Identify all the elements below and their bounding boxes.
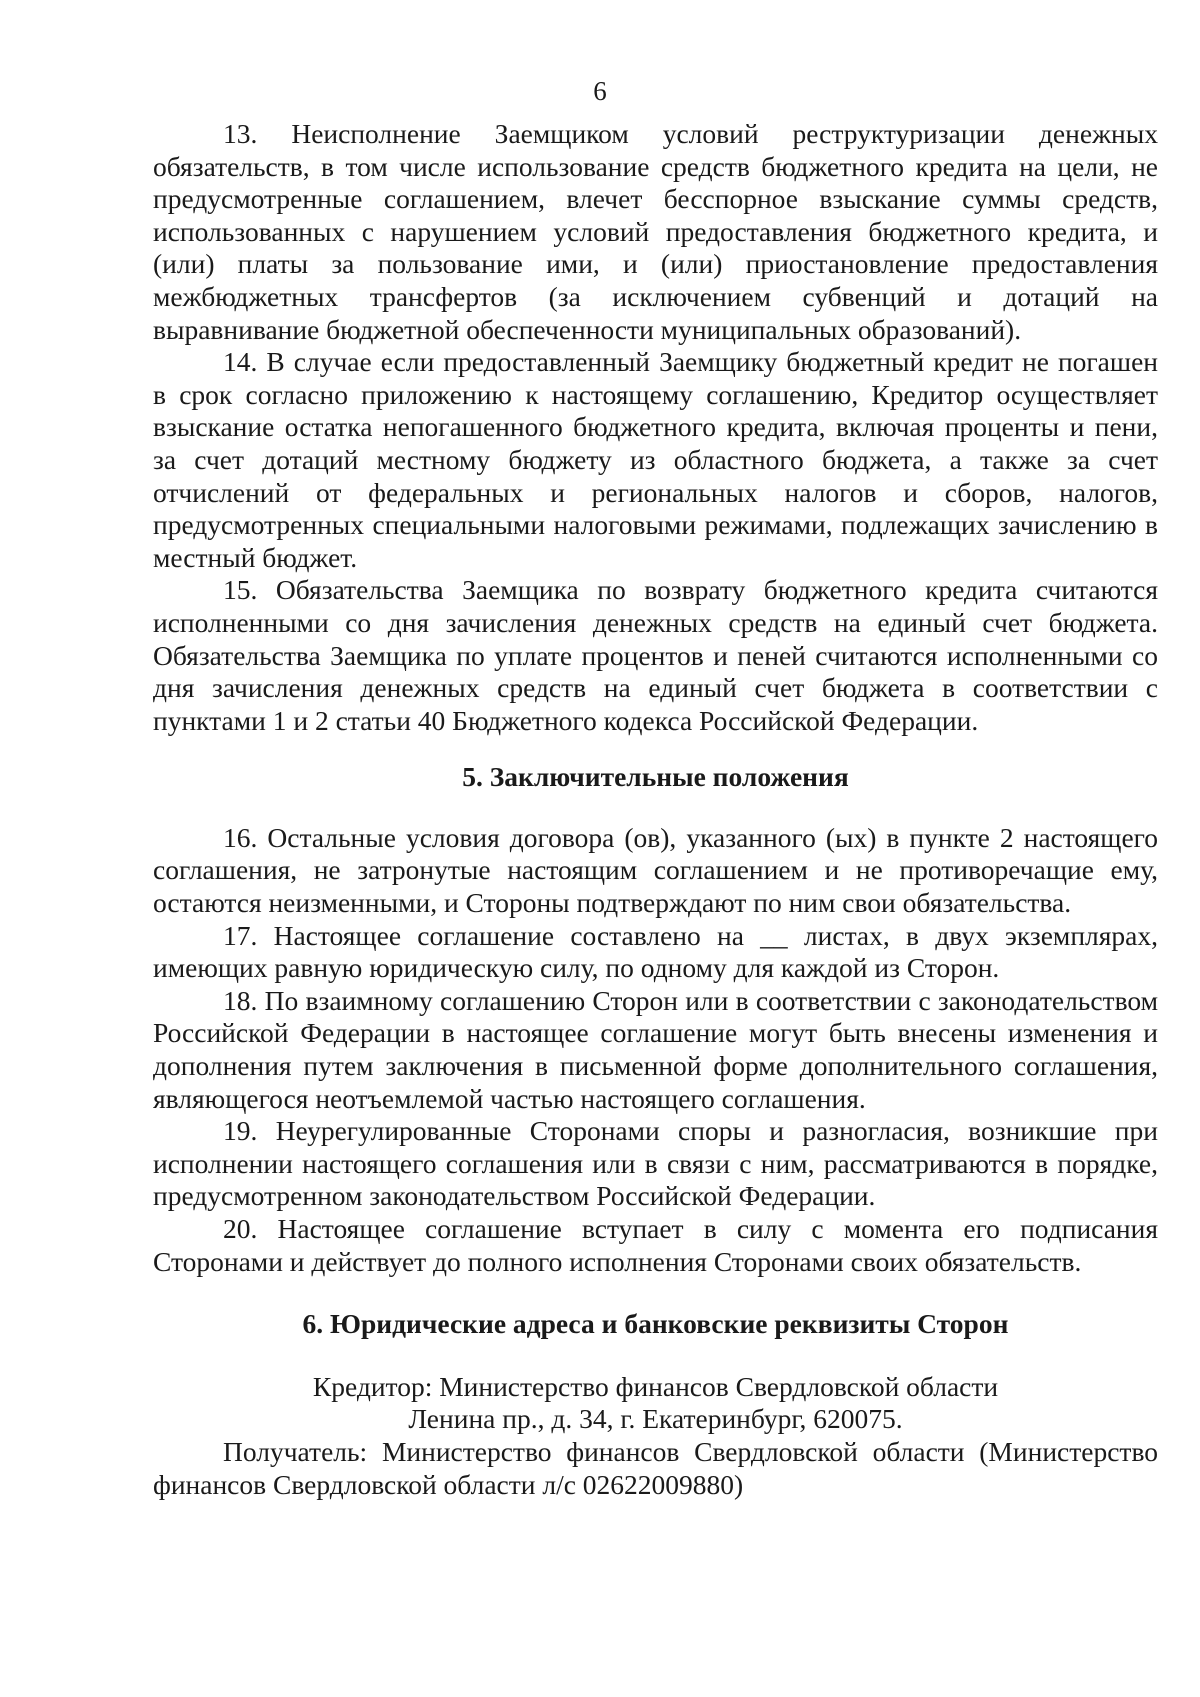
- document-body: [153, 118, 1158, 1501]
- paragraph-13: 13. Неисполнение Заемщиком условий реструктуризации денежных обязательств, в том числе использование средств бюджетного кредита на цели, не предусмотренные соглашением, влечет бесспорное взыскание суммы средств, использованных с нарушением условий предоставления бюджетного кредита, и (или) платы за пользование ими, и (или) приостановление предоставления межбюджетных трансфертов (за исключением субвенций и дотаций на выравнивание бюджетной обеспеченности муниципальных образований).: [153, 118, 1158, 345]
- recipient-requisites: Получатель: Министерство финансов Свердловской области (Министерство финансов Свердловской области л/с 02622009880): [153, 1435, 1158, 1500]
- paragraph-19: 19. Неурегулированные Сторонами споры и разногласия, возникшие при исполнении настоящего соглашения или в связи с ним, рассматриваются в порядке, предусмотренном законодательством Российской Федерации.: [153, 1115, 1158, 1212]
- paragraph-14: 14. В случае если предоставленный Заемщику бюджетный кредит не погашен в срок согласно приложению к настоящему соглашению, Кредитор осуществляет взыскание остатка непогашенного бюджетного кредита, включая проценты и пени, за счет дотаций местному бюджету из областного бюджета, а также за счет отчислений от федеральных и региональных налогов и сборов, налогов, предусмотренных специальными налоговыми режимами, подлежащих зачислению в местный бюджет.: [153, 346, 1158, 573]
- paragraph-16: 16. Остальные условия договора (ов), указанного (ых) в пункте 2 настоящего соглашения, не затронутые настоящим соглашением и не противоречащие ему, остаются неизменными, и Стороны подтверждают по ним свои обязательства.: [153, 821, 1158, 919]
- section-6-heading: 6. Юридические адреса и банковские реквизиты Сторон: [302, 1308, 1009, 1340]
- page-number: 6: [593, 76, 607, 106]
- section-5-heading: 5. Заключительные положения: [462, 761, 849, 793]
- paragraph-17: 17. Настоящее соглашение составлено на __ листах, в двух экземплярах, имеющих равную юридическую силу, по одному для каждой из Сторон.: [153, 919, 1158, 984]
- paragraph-20: 20. Настоящее соглашение вступает в силу с момента его подписания Сторонами и действует до полного исполнения Сторонами своих обязательств.: [153, 1213, 1158, 1277]
- paragraph-18: 18. По взаимному соглашению Сторон или в соответствии с законодательством Российской Федерации в настоящее соглашение могут быть внесены изменения и дополнения путем заключения в письменной форме дополнительного соглашения, являющегося неотъемлемой частью настоящего соглашения.: [153, 984, 1158, 1114]
- creditor-line: Кредитор: Министерство финансов Свердловской области: [312, 1370, 999, 1402]
- creditor-address: Ленина пр., д. 34, г. Екатеринбург, 620075.: [408, 1403, 903, 1435]
- paragraph-15: 15. Обязательства Заемщика по возврату бюджетного кредита считаются исполненными со дня зачисления денежных средств на единый счет бюджета. Обязательства Заемщика по уплате процентов и пеней считаются исполненными со дня зачисления денежных средств на единый счет бюджета в соответствии с пунктами 1 и 2 статьи 40 Бюджетного кодекса Российской Федерации.: [153, 574, 1158, 736]
